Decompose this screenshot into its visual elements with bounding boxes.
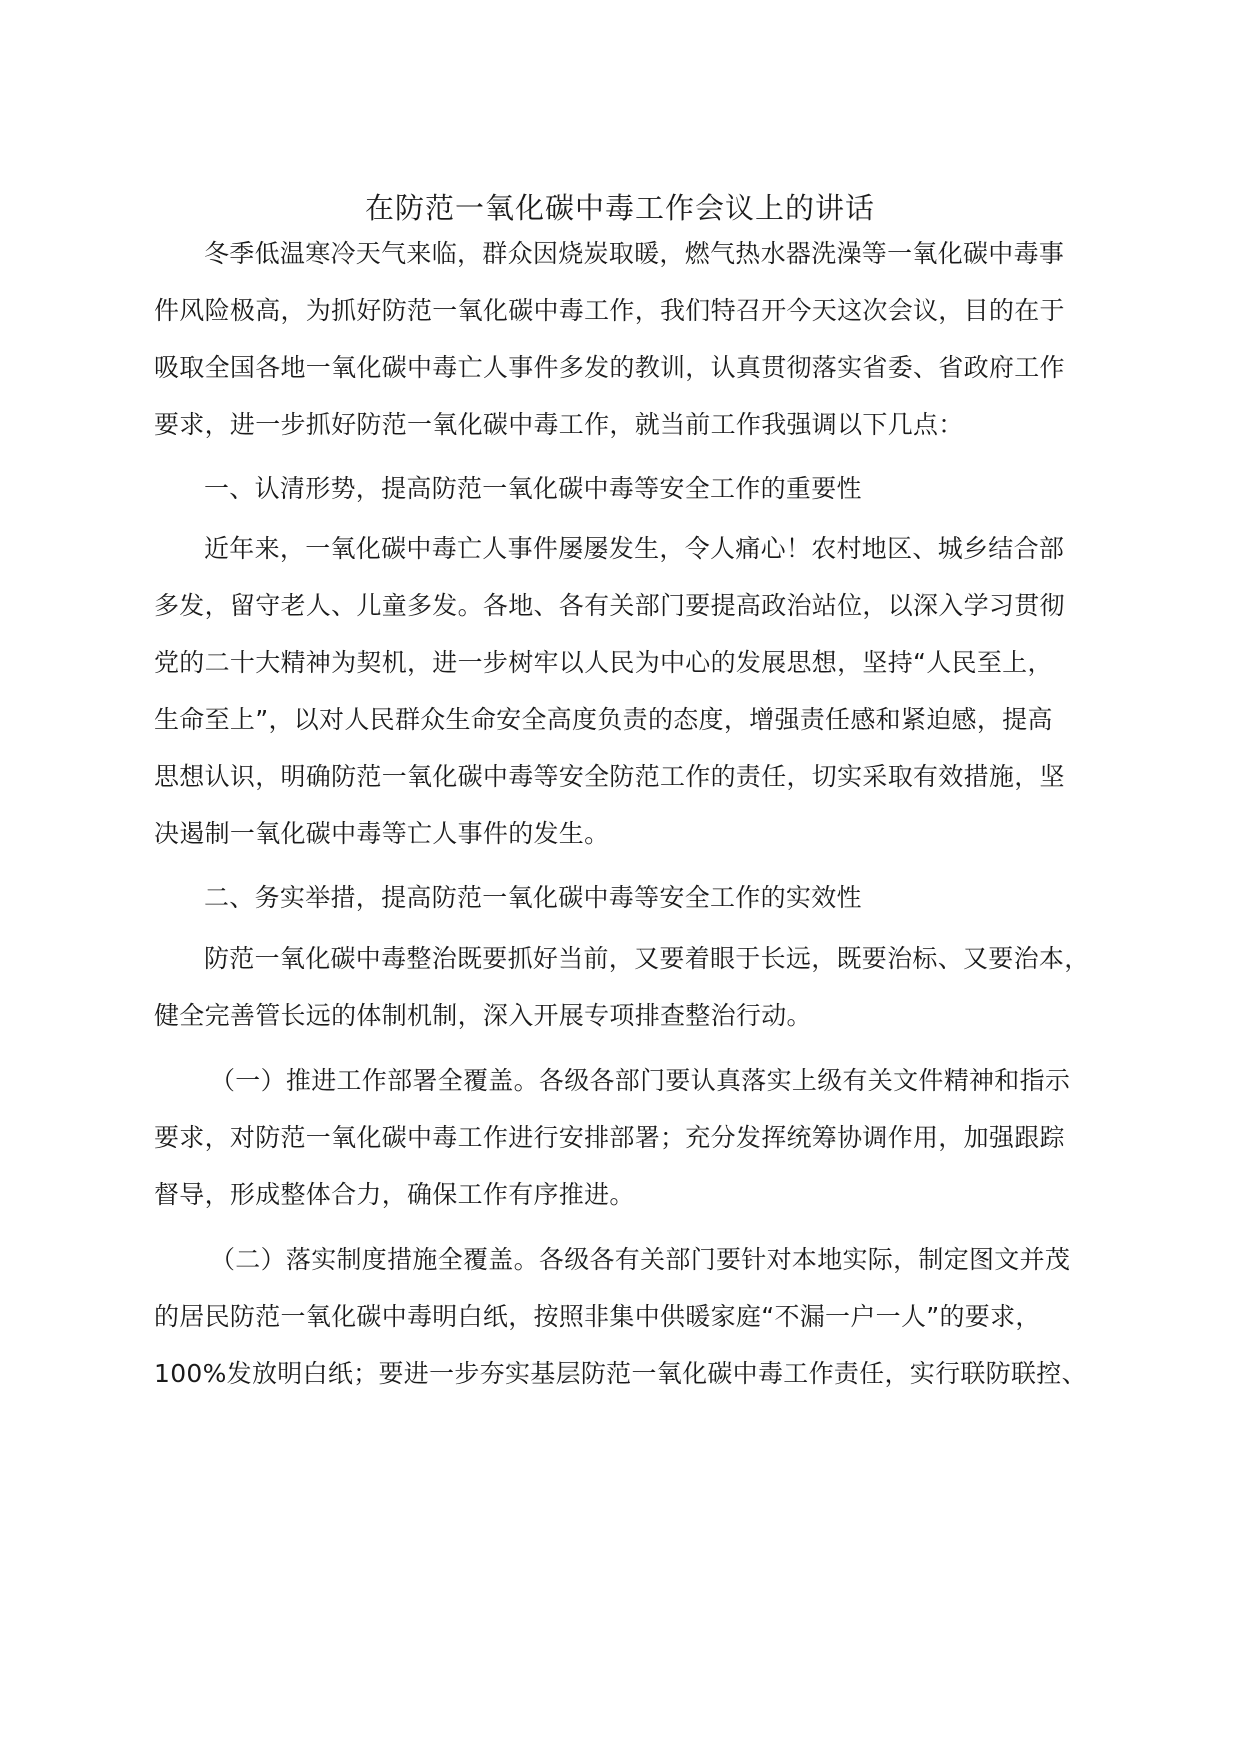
paragraph-line: 思想认识，明确防范一氧化碳中毒等安全防范工作的责任，切实采取有效措施，坚	[154, 762, 1065, 791]
paragraph-line: 的居民防范一氧化碳中毒明白纸，按照非集中供暖家庭“不漏一户一人”的要求，	[154, 1302, 1041, 1331]
paragraph-line: 生命至上”，以对人民群众生命安全高度负责的态度，增强责任感和紧迫感，提高	[154, 705, 1053, 734]
paragraph-line: 健全完善管长远的体制机制，深入开展专项排查整治行动。	[154, 1001, 812, 1030]
paragraph-line: 件风险极高，为抓好防范一氧化碳中毒工作，我们特召开今天这次会议，目的在于	[154, 296, 1065, 325]
paragraph-line: 决遏制一氧化碳中毒等亡人事件的发生。	[154, 819, 610, 848]
section-heading: 二、务实举措，提高防范一氧化碳中毒等安全工作的实效性	[204, 883, 862, 912]
document-title: 在防范一氧化碳中毒工作会议上的讲话	[364, 191, 875, 225]
paragraph-line: 党的二十大精神为契机，进一步树牢以人民为中心的发展思想，坚持“人民至上，	[154, 648, 1053, 677]
paragraph-line: 吸取全国各地一氧化碳中毒亡人事件多发的教训，认真贯彻落实省委、省政府工作	[154, 353, 1065, 382]
section-heading: 一、认清形势，提高防范一氧化碳中毒等安全工作的重要性	[204, 474, 862, 503]
paragraph-line: 近年来，一氧化碳中毒亡人事件屡屡发生，令人痛心！农村地区、城乡结合部	[204, 534, 1065, 563]
paragraph-line: 多发，留守老人、儿童多发。各地、各有关部门要提高政治站位，以深入学习贯彻	[154, 591, 1065, 620]
paragraph-line: （一）推进工作部署全覆盖。各级各部门要认真落实上级有关文件精神和指示	[210, 1066, 1071, 1095]
paragraph-line: 要求，进一步抓好防范一氧化碳中毒工作，就当前工作我强调以下几点：	[154, 410, 964, 439]
paragraph-line: 防范一氧化碳中毒整治既要抓好当前，又要着眼于长远，既要治标、又要治本，	[204, 944, 1090, 973]
paragraph-line: 要求，对防范一氧化碳中毒工作进行安排部署；充分发挥统筹协调作用，加强跟踪	[154, 1123, 1065, 1152]
paragraph-line: 100%发放明白纸；要进一步夯实基层防范一氧化碳中毒工作责任，实行联防联控、	[154, 1359, 1087, 1388]
paragraph-line: （二）落实制度措施全覆盖。各级各有关部门要针对本地实际，制定图文并茂	[210, 1245, 1071, 1274]
paragraph-line: 督导，形成整体合力，确保工作有序推进。	[154, 1180, 635, 1209]
paragraph-line: 冬季低温寒冷天气来临，群众因烧炭取暖，燃气热水器洗澡等一氧化碳中毒事	[204, 239, 1065, 268]
